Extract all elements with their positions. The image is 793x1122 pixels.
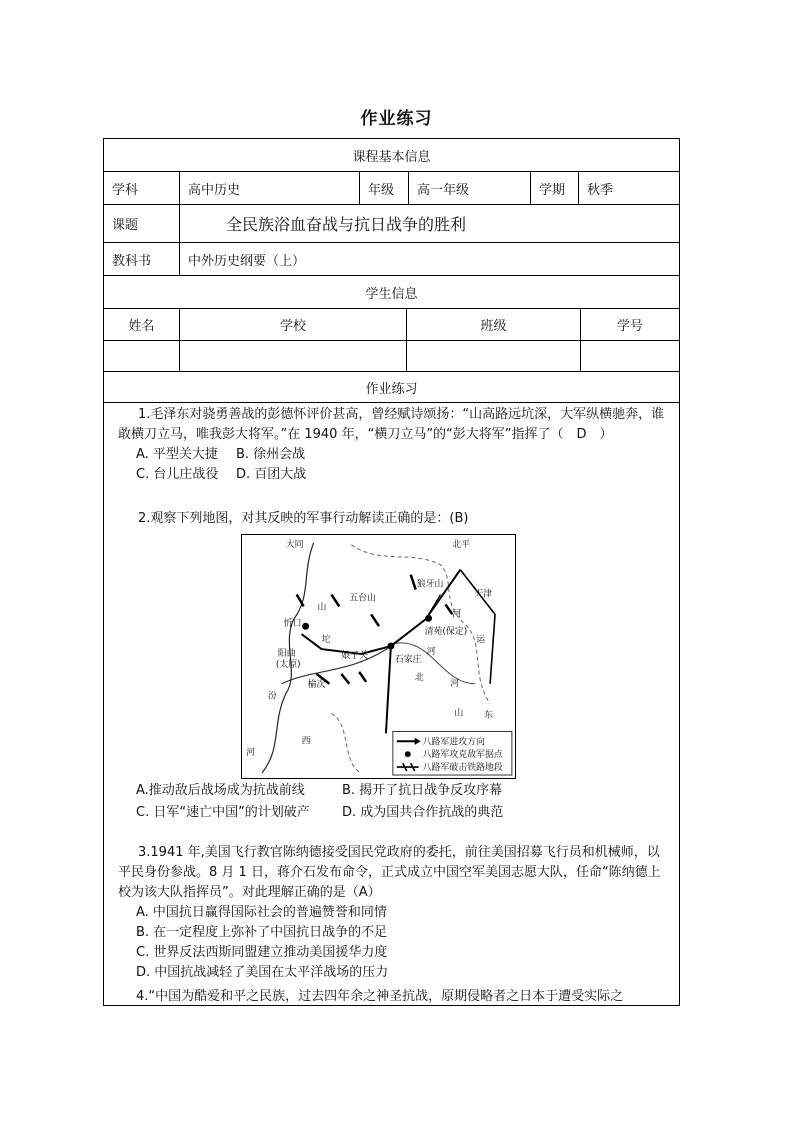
subject-value: 高中历史 [179,172,359,204]
question-2-options-row-1 [104,781,679,801]
course-info-row [104,172,679,205]
place-shan: 山 [317,602,327,613]
option-b[interactable]: B. 揭开了抗日战争反攻序幕 [342,783,503,798]
xinkou-marker [302,623,309,630]
place-shijiazhuang: 石家庄 [394,654,422,665]
homework-header: 作业练习 [365,381,418,397]
question-2-options-row-2 [104,803,679,823]
student-header-row [104,309,679,341]
qingyuan-marker [425,615,432,622]
question-3 [104,843,679,983]
option-d[interactable]: D. 成为国共合作抗战的典范 [342,805,504,820]
option-d[interactable]: D. 百团大战 [236,467,307,482]
course-info-header-row [104,139,679,172]
option-c[interactable]: C. 日军“速亡中国”的计划破产 [136,805,310,820]
textbook-row [104,243,679,276]
place-yun: 运 [476,635,486,646]
school-field[interactable] [179,341,406,371]
grade-value: 高一年级 [408,172,530,204]
place-tianjin: 天津 [474,589,493,600]
topic-row [104,205,679,243]
place-qingyuan: 清苑(保定) [424,627,468,638]
place-he4: 河 [246,748,256,759]
subject-label: 学科 [112,182,139,198]
legend-attack: 八路军进攻方向 [422,737,485,748]
question-2-stem: 2.观察下列地图，对其反映的军事行动解读正确的是：(B) [138,511,469,526]
question-3-stem: 3.1941 年,美国飞行教官陈纳德接受国民党政府的委托，前往美国招募飞行员和机械师，以平民身份参战。8 月 1 日，蒋介石发布命令，正式成立中国空军美国志愿大队，任命“陈纳德上校为该大队指挥员”。对此理解正确的是（A） [118,845,661,900]
map-graphic [242,535,515,778]
map-legend [393,731,512,775]
name-field[interactable] [104,341,179,371]
topic-value: 全民族浴血奋战与抗日战争的胜利 [179,205,679,242]
student-input-row [104,341,679,372]
option-b[interactable]: B. 徐州会战 [236,447,306,462]
page-title: 作业练习 [360,109,433,129]
place-beiping: 北平 [452,539,471,550]
student-info-header: 学生信息 [365,286,418,302]
question-1-stem: 1.毛泽东对骁勇善战的彭德怀评价甚高，曾经赋诗颂扬：“山高路远坑深，大军纵横驰奔，谁敢横刀立马，唯我彭大将军。”在 1940 年，“横刀立马”的“彭大将军”指挥了（ D ） [118,407,665,442]
class-label: 班级 [406,309,580,340]
question-1-options-row-2 [104,465,679,485]
legend-railway: 八路军破击铁路地段 [422,763,503,774]
question-4 [104,987,679,1007]
question-1-options-row-1 [104,445,679,465]
student-id-label: 学号 [580,309,679,340]
question-1 [104,405,679,485]
military-map [241,534,516,779]
student-info-header-row [104,276,679,309]
place-taiyuan: (太原) [275,659,301,670]
homework-body [104,403,679,1005]
course-info-header: 课程基本信息 [352,149,431,165]
place-bei: 北 [414,672,424,683]
place-he3: 河 [450,678,460,689]
option-a[interactable]: A. 中国抗日赢得国际社会的普遍赞誉和同情 [136,905,387,920]
place-shan2: 山 [454,708,464,719]
option-b[interactable]: B. 在一定程度上弥补了中国抗日战争的不足 [136,925,388,940]
name-label: 姓名 [128,319,155,334]
option-c[interactable]: C. 世界反法西斯同盟建立推动美国援华力度 [136,945,388,960]
place-fen: 汾 [267,691,277,702]
option-a[interactable]: A.推动敌后战场成为抗战前线 [136,783,305,798]
place-wutai: 五台山 [349,593,376,604]
question-4-stem: 4.“中国为酷爱和平之民族，过去四年余之神圣抗战，原期侵略者之日本于遭受实际之 [136,989,624,1004]
place-xi: 西 [301,736,311,747]
question-2 [104,509,679,529]
place-he2: 河 [426,647,436,658]
term-label: 学期 [530,172,578,204]
option-d[interactable]: D. 中国抗战减轻了美国在太平洋战场的压力 [136,965,389,980]
homework-header-row [104,372,679,403]
place-yuci: 榆次 [307,679,326,690]
place-datong: 大同 [285,539,304,550]
grade-label: 年级 [359,172,408,204]
place-kan: 坨 [321,635,331,646]
place-niangziguan: 娘子关 [341,650,369,661]
option-a[interactable]: A. 平型关大捷 [136,447,218,462]
student-id-field[interactable] [580,341,679,371]
topic-label: 课题 [112,218,139,233]
place-xinkou: 忻口 [283,619,302,630]
school-label: 学校 [179,309,406,340]
homework-sheet [103,138,680,1006]
place-yangqu: 阳曲 [277,649,296,660]
class-field[interactable] [406,341,580,371]
legend-strongpoint: 八路军攻克敌军据点 [422,750,503,761]
question-2-options [104,781,679,823]
place-niangya: 狼牙山 [416,579,444,590]
textbook-label: 教科书 [112,253,152,269]
option-c[interactable]: C. 台儿庄战役 [136,467,219,482]
place-dong: 东 [484,710,494,721]
textbook-value: 中外历史纲要（上） [179,243,679,275]
term-value: 秋季 [578,172,679,204]
place-he1: 河 [452,609,462,620]
niangziguan-marker [387,643,394,650]
